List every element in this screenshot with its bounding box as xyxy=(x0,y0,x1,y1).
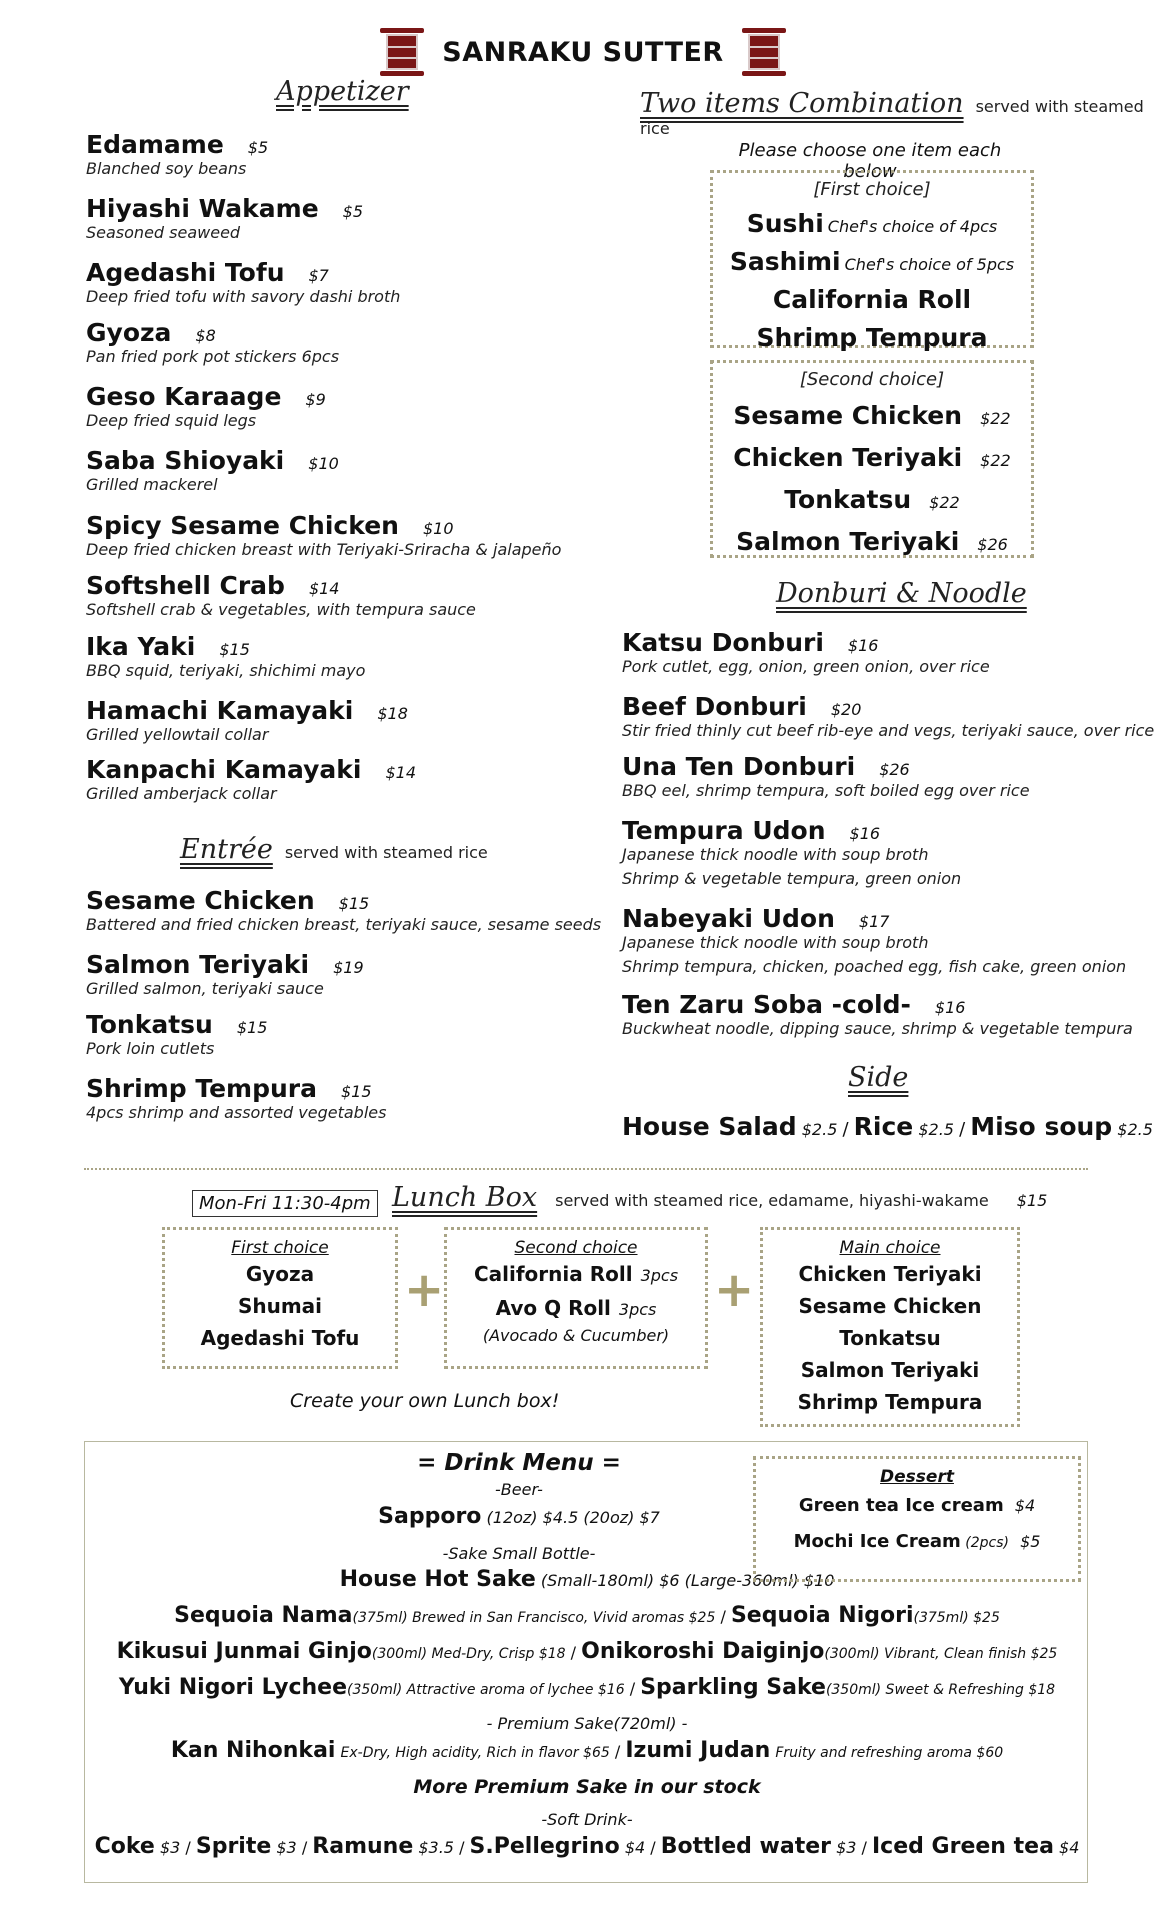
menu-item xyxy=(86,950,364,999)
menu-item-price: $26 xyxy=(879,760,910,779)
drink-detail: (350ml) Attractive aroma of lychee $16 xyxy=(347,1682,625,1698)
drink-name: Bottled water xyxy=(660,1834,831,1859)
menu-header xyxy=(0,22,1166,82)
menu-item-name: Hamachi Kamayaki xyxy=(86,696,354,725)
separator: / xyxy=(180,1838,196,1857)
combo-first-list xyxy=(713,206,1031,358)
plus-icon: + xyxy=(404,1262,445,1318)
lunch-choice-item xyxy=(447,1258,705,1292)
lunch-choice-name: California Roll xyxy=(473,1262,633,1286)
drink-detail: (12oz) $4.5 (20oz) $7 xyxy=(486,1508,660,1527)
drink-name: Sparkling Sake xyxy=(640,1675,826,1700)
menu-item-header xyxy=(86,130,268,159)
combo-item xyxy=(713,438,1031,480)
menu-item-price: $14 xyxy=(308,579,340,598)
menu-item-name: Tempura Udon xyxy=(622,816,826,845)
drink-price: $3.5 xyxy=(418,1838,454,1857)
menu-item-price: $15 xyxy=(338,894,370,913)
combo-item-name: Sesame Chicken xyxy=(733,401,963,430)
dessert-price: $5 xyxy=(1014,1532,1041,1551)
lunch-main-list xyxy=(763,1258,1017,1418)
combo-heading: Two items Combination xyxy=(640,88,964,119)
menu-item xyxy=(86,258,400,307)
lunch-choice-item: Chicken Teriyaki xyxy=(798,1262,982,1286)
menu-item-header xyxy=(86,1074,386,1103)
menu-item xyxy=(86,886,601,935)
drink-price: $3 xyxy=(276,1838,297,1857)
menu-item xyxy=(86,130,268,179)
drink-name: Izumi Judan xyxy=(625,1738,771,1763)
drink-detail: (350ml) Sweet & Refreshing $18 xyxy=(825,1682,1056,1698)
lunch-note: served with steamed rice, edamame, hiyashi-wakame xyxy=(555,1191,989,1210)
lunch-choice-note: 3pcs xyxy=(640,1266,679,1285)
combo-instruction: Please choose one item each below xyxy=(738,140,1002,182)
combo-item-note: Chef's choice of 4pcs xyxy=(827,217,998,236)
menu-item-header xyxy=(86,886,601,915)
menu-item-header xyxy=(622,990,1133,1019)
separator: / xyxy=(645,1838,661,1857)
more-premium-note: More Premium Sake in our stock xyxy=(413,1776,761,1798)
menu-item-name: Una Ten Donburi xyxy=(622,752,856,781)
menu-item-price: $20 xyxy=(830,700,862,719)
combo-second-label: [Second choice] xyxy=(799,369,945,390)
lantern-icon xyxy=(742,28,786,76)
menu-item-name: Softshell Crab xyxy=(86,571,285,600)
sake-small-label: -Sake Small Bottle- xyxy=(442,1544,596,1563)
menu-item-price: $18 xyxy=(377,704,408,723)
drink-price: $4 xyxy=(1059,1838,1080,1857)
menu-item-description: Softshell crab & vegetables, with tempura sauce xyxy=(86,600,476,619)
drink-price: $3 xyxy=(836,1838,857,1857)
menu-item-header xyxy=(86,755,416,784)
combo-second-choice-box xyxy=(710,360,1034,558)
soft-drink-row xyxy=(85,1834,1089,1859)
section-divider xyxy=(84,1168,1088,1170)
menu-item-description: Battered and fried chicken breast, teriyaki sauce, sesame seeds xyxy=(86,915,602,934)
menu-item xyxy=(86,194,363,243)
drink-name: Kikusui Junmai Ginjo xyxy=(116,1639,372,1664)
drink-name: Onikoroshi Daiginjo xyxy=(581,1639,825,1664)
combo-item-name: Chicken Teriyaki xyxy=(733,443,963,472)
menu-item-description: Grilled mackerel xyxy=(86,475,218,494)
menu-item-description: Deep fried squid legs xyxy=(86,411,257,430)
lunch-hours: Mon-Fri 11:30-4pm xyxy=(192,1190,378,1217)
lunch-second-list xyxy=(447,1258,705,1326)
menu-item-name: Ika Yaki xyxy=(86,632,196,661)
separator: / xyxy=(570,1643,577,1662)
side-item-price: $2.5 xyxy=(1117,1120,1153,1139)
menu-item-price: $9 xyxy=(305,390,326,409)
drink-detail: Fruity and refreshing aroma $60 xyxy=(775,1745,1004,1761)
side-item-price: $2.5 xyxy=(801,1120,838,1139)
menu-item-price: $19 xyxy=(333,958,364,977)
combo-item-price: $26 xyxy=(977,535,1008,554)
separator: / xyxy=(856,1838,872,1857)
lunch-price: $15 xyxy=(1016,1191,1048,1210)
entree-heading-row xyxy=(180,834,488,865)
drink-name: Ramune xyxy=(312,1834,414,1859)
lunch-choice-item: Shumai xyxy=(237,1294,323,1318)
separator: / xyxy=(296,1838,313,1857)
dessert-list xyxy=(756,1489,1078,1560)
menu-item-name: Agedashi Tofu xyxy=(86,258,285,287)
combo-item xyxy=(713,522,1031,564)
menu-item-header xyxy=(622,628,990,657)
combo-item xyxy=(713,244,1031,282)
lunch-choice-item: Salmon Teriyaki xyxy=(800,1358,980,1382)
lunch-second-title: Second choice xyxy=(514,1238,638,1258)
menu-item-description: Buckwheat noodle, dipping sauce, shrimp & vegetable tempura xyxy=(622,1019,1133,1038)
premium-sake-row xyxy=(85,1738,1089,1763)
sake-row xyxy=(85,1675,1089,1700)
combo-item xyxy=(713,480,1031,522)
combo-item-price: $22 xyxy=(980,409,1011,428)
combo-item-name: Tonkatsu xyxy=(784,485,912,514)
menu-item xyxy=(86,446,339,495)
menu-item xyxy=(622,990,1133,1039)
menu-item-description: Seasoned seaweed xyxy=(86,223,241,242)
menu-item-name: Gyoza xyxy=(86,318,172,347)
donburi-heading: Donburi & Noodle xyxy=(776,578,1027,609)
dessert-note: (2pcs) xyxy=(960,1535,1009,1551)
drink-detail: (300ml) Vibrant, Clean finish $25 xyxy=(824,1646,1058,1662)
side-item-name: Miso soup xyxy=(970,1112,1113,1141)
menu-item-price: $14 xyxy=(385,763,416,782)
menu-item-header xyxy=(622,816,961,845)
menu-item-price: $15 xyxy=(219,640,250,659)
separator: / xyxy=(842,1119,849,1140)
menu-item-name: Sesame Chicken xyxy=(86,886,315,915)
drink-detail: (375ml) $25 xyxy=(913,1610,1000,1626)
combo-item-price: $22 xyxy=(929,493,960,512)
menu-item-header xyxy=(622,692,1154,721)
drink-price: $4 xyxy=(624,1838,646,1857)
dessert-box xyxy=(753,1456,1081,1582)
combo-item xyxy=(713,396,1031,438)
menu-item-description: Pork loin cutlets xyxy=(86,1039,215,1058)
menu-item-price: $10 xyxy=(308,454,339,473)
drink-price: $3 xyxy=(159,1838,181,1857)
lunch-heading-row xyxy=(392,1182,1047,1213)
menu-item-price: $16 xyxy=(849,824,881,843)
menu-item xyxy=(622,904,1126,977)
drink-detail: (375ml) Brewed in San Francisco, Vivid aromas $25 xyxy=(352,1610,716,1626)
menu-item-price: $16 xyxy=(934,998,966,1017)
menu-item xyxy=(86,1074,386,1123)
menu-item-header xyxy=(86,382,326,411)
menu-item-header xyxy=(86,696,408,725)
menu-item-description: Blanched soy beans xyxy=(86,159,247,178)
menu-item-price: $17 xyxy=(858,912,890,931)
combo-item-name: Sushi xyxy=(746,209,824,238)
menu-item xyxy=(622,692,1154,741)
lantern-icon xyxy=(380,28,424,76)
menu-item-header xyxy=(622,904,1126,933)
menu-item-description: Grilled amberjack collar xyxy=(86,784,277,803)
menu-item-header xyxy=(86,950,364,979)
combo-item-note: Chef's choice of 5pcs xyxy=(844,255,1015,274)
menu-item xyxy=(622,816,961,889)
menu-item-header xyxy=(86,194,363,223)
menu-item-description: Pork cutlet, egg, onion, green onion, over rice xyxy=(622,657,990,676)
combo-item-name: Salmon Teriyaki xyxy=(736,527,960,556)
menu-item-name: Spicy Sesame Chicken xyxy=(86,511,399,540)
drink-detail: (300ml) Med-Dry, Crisp $18 xyxy=(371,1646,566,1662)
menu-item-price: $8 xyxy=(195,326,216,345)
menu-item-name: Edamame xyxy=(86,130,224,159)
menu-item-price: $10 xyxy=(422,519,454,538)
menu-item xyxy=(622,752,1030,801)
lunch-choice-item: Sesame Chicken xyxy=(798,1294,982,1318)
separator: / xyxy=(453,1838,470,1857)
lunch-choice-name: Avo Q Roll xyxy=(495,1296,611,1320)
lunch-choice-note: 3pcs xyxy=(618,1300,657,1319)
menu-item-price: $15 xyxy=(236,1018,268,1037)
menu-item-name: Hiyashi Wakame xyxy=(86,194,319,223)
menu-item xyxy=(86,571,476,620)
lunch-tagline: Create your own Lunch box! xyxy=(290,1390,560,1412)
dessert-heading: Dessert xyxy=(880,1467,954,1487)
menu-item-description: Deep fried tofu with savory dashi broth xyxy=(86,287,401,306)
menu-item-description: Grilled salmon, teriyaki sauce xyxy=(86,979,324,998)
restaurant-name: SANRAKU SUTTER xyxy=(442,36,724,68)
menu-item-price: $5 xyxy=(247,138,269,157)
combo-second-list xyxy=(713,396,1031,564)
menu-item xyxy=(86,632,365,681)
drink-name: Sequoia Nama xyxy=(174,1603,353,1628)
combo-item-name: California Roll xyxy=(772,285,972,314)
lunch-second-extra: (Avocado & Cucumber) xyxy=(482,1326,670,1345)
entree-heading: Entrée xyxy=(180,834,273,865)
combo-first-choice-box xyxy=(710,170,1034,352)
menu-item-header xyxy=(86,258,400,287)
menu-item-name: Tonkatsu xyxy=(86,1010,213,1039)
combo-item xyxy=(713,282,1031,320)
menu-item-price: $5 xyxy=(342,202,364,221)
sake-row xyxy=(85,1639,1089,1664)
menu-item-price: $15 xyxy=(340,1082,372,1101)
menu-item-description: Japanese thick noodle with soup broth xyxy=(622,933,929,952)
menu-item-description: Stir fried thinly cut beef rib-eye and vegs, teriyaki sauce, over rice xyxy=(622,721,1155,740)
combo-item-name: Sashimi xyxy=(729,247,841,276)
menu-item-description: Deep fried chicken breast with Teriyaki-Sriracha & jalapeño xyxy=(86,540,562,559)
combo-first-label: [First choice] xyxy=(813,179,931,200)
menu-item-description: Pan fried pork pot stickers 6pcs xyxy=(86,347,340,366)
menu-item-price: $7 xyxy=(308,266,329,285)
side-item-price: $2.5 xyxy=(918,1120,954,1139)
side-list xyxy=(622,1112,1153,1141)
menu-item xyxy=(86,755,416,804)
drink-detail: Ex-Dry, High acidity, Rich in flavor $65 xyxy=(340,1745,610,1761)
menu-item-description: BBQ squid, teriyaki, shichimi mayo xyxy=(86,661,366,680)
dessert-item xyxy=(756,1525,1078,1560)
menu-item-name: Katsu Donburi xyxy=(622,628,824,657)
menu-item-price: $16 xyxy=(847,636,879,655)
lunch-first-list xyxy=(165,1258,395,1354)
menu-item-description: Japanese thick noodle with soup broth xyxy=(622,845,929,864)
dessert-name: Mochi Ice Cream xyxy=(793,1531,961,1552)
menu-item-name: Beef Donburi xyxy=(622,692,807,721)
menu-item-name: Ten Zaru Soba -cold- xyxy=(622,990,911,1019)
lunch-choice-item: Gyoza xyxy=(245,1262,315,1286)
separator: / xyxy=(614,1742,621,1761)
drink-name: Sapporo xyxy=(378,1504,482,1529)
drink-heading: = Drink Menu = xyxy=(417,1450,621,1476)
plus-icon: + xyxy=(714,1262,755,1318)
beer-label: -Beer- xyxy=(495,1480,543,1499)
separator: / xyxy=(959,1119,966,1140)
side-heading: Side xyxy=(848,1062,909,1093)
dessert-name: Green tea Ice cream xyxy=(798,1495,1004,1516)
menu-item-header xyxy=(86,318,339,347)
separator: / xyxy=(720,1607,726,1626)
menu-item-description: Shrimp tempura, chicken, poached egg, fish cake, green onion xyxy=(622,957,1127,976)
combo-item-price: $22 xyxy=(980,451,1011,470)
drink-name: Sprite xyxy=(195,1834,272,1859)
menu-item xyxy=(86,511,561,560)
lunch-second-choice-box xyxy=(444,1227,708,1369)
drink-menu xyxy=(84,1441,1088,1883)
side-item-name: Rice xyxy=(853,1112,914,1141)
combo-item xyxy=(713,206,1031,244)
menu-item-name: Kanpachi Kamayaki xyxy=(86,755,362,784)
entree-note: served with steamed rice xyxy=(284,843,488,862)
menu-item-description: 4pcs shrimp and assorted vegetables xyxy=(86,1103,387,1122)
soft-drink-label: -Soft Drink- xyxy=(541,1810,633,1829)
menu-item xyxy=(622,628,990,677)
lunch-main-title: Main choice xyxy=(839,1238,941,1258)
menu-item xyxy=(86,696,408,745)
drink-name: House Hot Sake xyxy=(339,1567,536,1592)
separator: / xyxy=(629,1679,636,1698)
menu-item-name: Shrimp Tempura xyxy=(86,1074,317,1103)
lunch-choice-item: Shrimp Tempura xyxy=(797,1390,983,1414)
drink-name: Sequoia Nigori xyxy=(730,1603,914,1628)
menu-item-header xyxy=(622,752,1030,781)
combo-note: served with steamed rice xyxy=(640,97,1144,138)
menu-item xyxy=(86,318,339,367)
combo-item xyxy=(713,320,1031,358)
combo-item-name: Shrimp Tempura xyxy=(756,323,988,352)
drink-detail: (Small-180ml) $6 (Large-360ml) $10 xyxy=(540,1571,835,1590)
premium-sake-label: - Premium Sake(720ml) - xyxy=(486,1714,688,1733)
menu-item-name: Salmon Teriyaki xyxy=(86,950,310,979)
lunch-choice-item: Agedashi Tofu xyxy=(200,1326,360,1350)
drink-name: Kan Nihonkai xyxy=(170,1738,336,1763)
menu-item-description: Grilled yellowtail collar xyxy=(86,725,269,744)
drink-name: Iced Green tea xyxy=(872,1834,1054,1859)
sake-row xyxy=(85,1603,1089,1628)
menu-item xyxy=(86,382,326,431)
lunch-main-choice-box xyxy=(760,1227,1020,1427)
combo-heading-row xyxy=(640,88,1166,138)
menu-item-name: Saba Shioyaki xyxy=(86,446,285,475)
menu-item-description: BBQ eel, shrimp tempura, soft boiled egg over rice xyxy=(622,781,1030,800)
menu-item-description: Shrimp & vegetable tempura, green onion xyxy=(622,869,962,888)
menu-item-header xyxy=(86,511,561,540)
lunch-heading: Lunch Box xyxy=(392,1182,538,1213)
menu-item-header xyxy=(86,632,365,661)
drink-name: Coke xyxy=(94,1834,155,1859)
side-item-name: House Salad xyxy=(622,1112,797,1141)
drink-name: S.Pellegrino xyxy=(469,1834,620,1859)
menu-item-header xyxy=(86,1010,267,1039)
dessert-price: $4 xyxy=(1009,1496,1036,1515)
menu-item-header xyxy=(86,571,476,600)
lunch-choice-item: Tonkatsu xyxy=(839,1326,941,1350)
menu-item xyxy=(86,1010,267,1059)
lunch-first-title: First choice xyxy=(231,1238,329,1258)
menu-item-name: Nabeyaki Udon xyxy=(622,904,835,933)
appetizer-heading: Appetizer xyxy=(276,76,409,107)
dessert-item xyxy=(756,1489,1078,1523)
menu-item-header xyxy=(86,446,339,475)
menu-item-name: Geso Karaage xyxy=(86,382,282,411)
lunch-choice-item xyxy=(447,1292,705,1326)
drink-name: Yuki Nigori Lychee xyxy=(118,1675,348,1700)
lunch-first-choice-box xyxy=(162,1227,398,1369)
